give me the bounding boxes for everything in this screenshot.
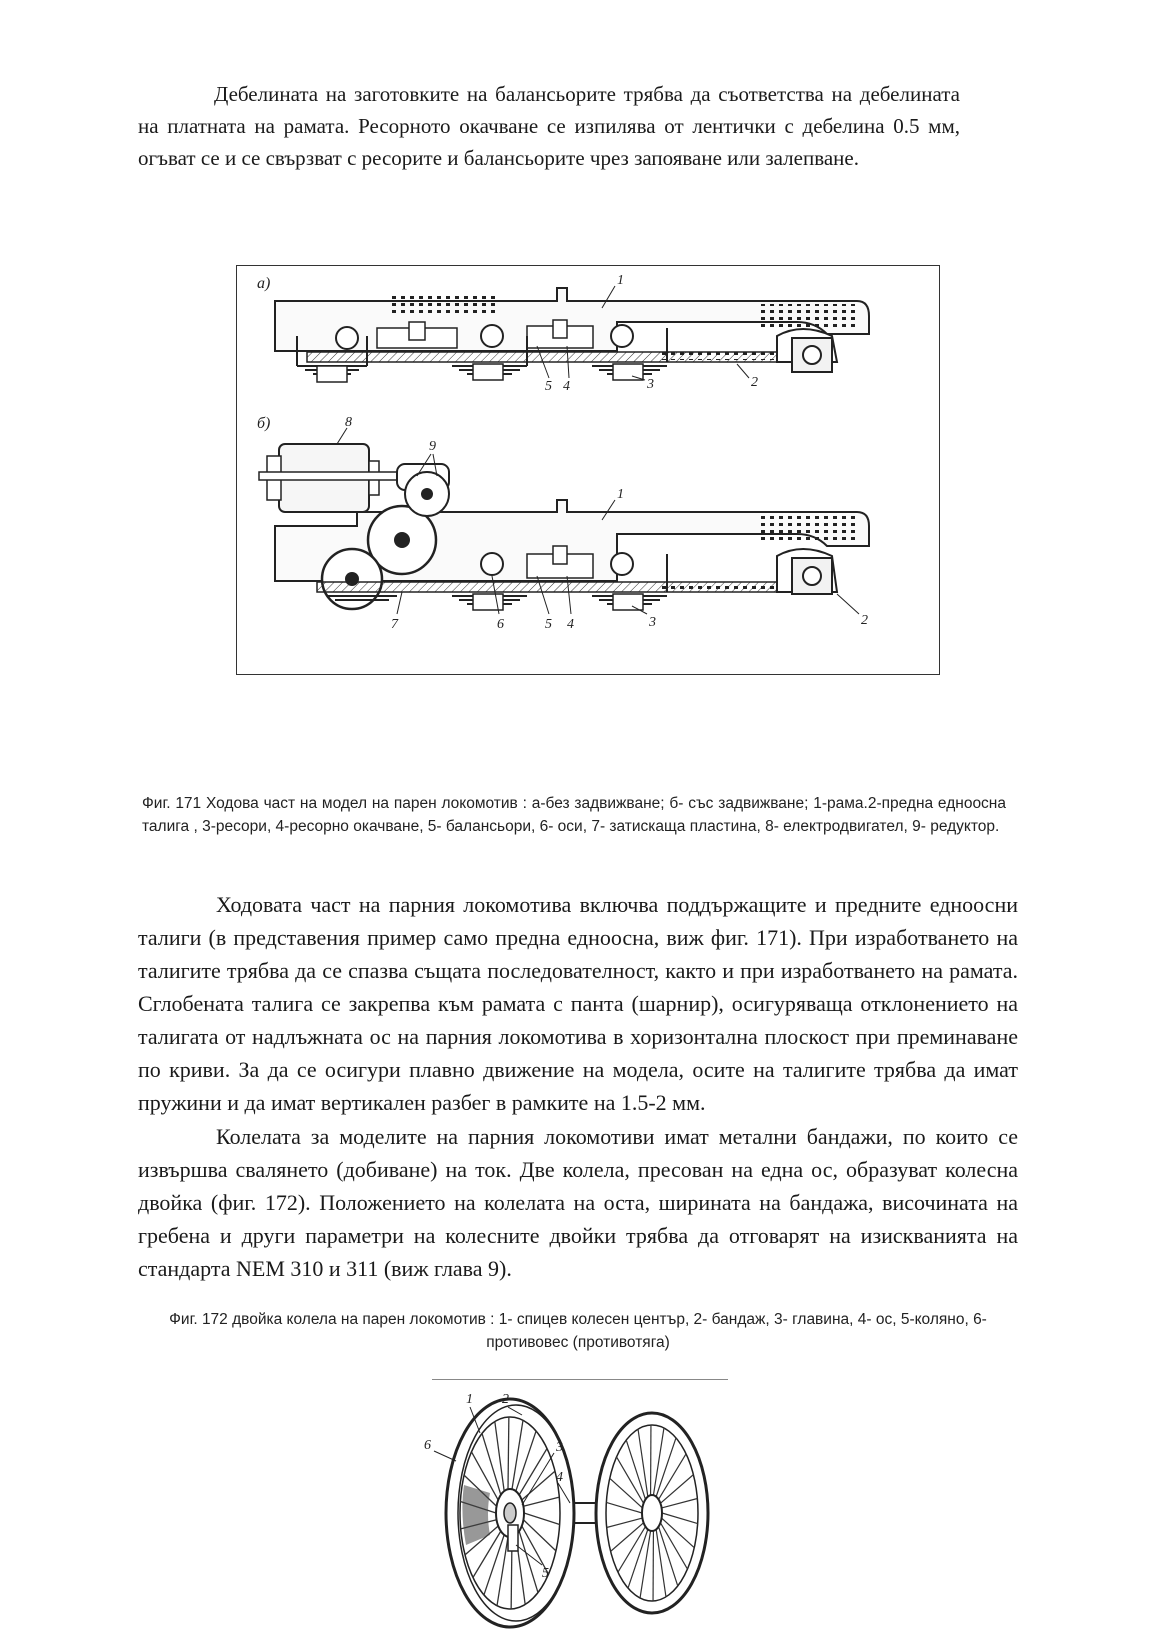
figure-171-locomotive-chassis	[236, 265, 940, 675]
wheelset-label-4: 4	[556, 1470, 563, 1485]
view-a-label-1: 1	[617, 273, 624, 288]
view-a-label-4: 4	[563, 379, 570, 394]
figure-171-caption: Фиг. 171 Ходова част на модел на парен локомотив : а-без задвижване; б- със задвижване; 1-рама.2-предна едноосна талига , 3-ресори, 4-ресорно окачване, 5- балансьори, 6- оси, 7- затискаща пластина, 8- електродвигател, 9- редуктор.	[142, 792, 1006, 838]
wheels-paragraph: Колелата за моделите на парния локомотиви имат метални бандажи, по които се извършва свалянето (добиване) на ток. Две колела, пресован на една ос, образуват колесна двойка (фиг. 172). Положението на колелата на оста, ширината на бандажа, височината на гребена и други параметри на колесните двойки трябва да отговарят на изискванията на стандарта NEM 310 и 311 (виж глава 9).	[138, 1120, 1018, 1285]
wheelset-label-2: 2	[502, 1392, 509, 1407]
view-a-no-drive	[257, 273, 869, 394]
running-gear-paragraph: Ходовата част на парния локомотива включва поддържащите и предните едноосни талиги (в представения пример само предна едноосна, виж фиг. 171). При изработването на талигите трябва да се спазва същата последователност, както и при изработването на рамата. Сглобената талига се закрепва към рамата с панта (шарнир), осигуряваща отклонението на талигата от надлъжната ос на парния локомотива в хоризонтална плоскост при преминаване по криви. За да се осигури плавно движение на модела, осите на талигите трябва да имат пружини и да имат вертикален разбег в рамките на 1.5-2 мм.	[138, 888, 1018, 1119]
view-b-label-1: 1	[617, 487, 624, 502]
wheelset-label-6: 6	[424, 1438, 431, 1453]
intro-paragraph: Дебелината на заготовките на балансьорите трябва да съответства на дебелината на платната на рамата. Ресорното окачване се изпилява от лентички с дебелина 0.5 мм, огъват се и се свързват с ресорите и балансьорите чрез запояване или залепване.	[138, 78, 960, 174]
view-a-label: а)	[257, 275, 270, 292]
view-a-label-3: 3	[646, 377, 654, 392]
figure-172-caption: Фиг. 172 двойка колела на парен локомотив : 1- спицев колесен център, 2- бандаж, 3- главина, 4- ос, 5-коляно, 6- противовес (противотяга)	[148, 1308, 1008, 1354]
view-b-label-3: 3	[648, 615, 656, 630]
view-b-label: б)	[257, 415, 270, 432]
figure-172-top-rule	[432, 1379, 728, 1380]
view-b-with-drive	[257, 415, 869, 632]
wheelset-label-5: 5	[542, 1566, 549, 1581]
left-wheel	[446, 1399, 574, 1627]
view-b-label-4: 4	[567, 617, 574, 632]
view-b-label-8: 8	[345, 415, 352, 430]
view-b-label-7: 7	[391, 617, 399, 632]
view-b-label-5: 5	[545, 617, 552, 632]
view-a-label-5: 5	[545, 379, 552, 394]
figure-172-wheelset	[430, 1385, 730, 1645]
view-b-label-9: 9	[429, 439, 436, 454]
view-a-label-2: 2	[751, 375, 758, 390]
view-b-label-6: 6	[497, 617, 504, 632]
view-b-label-2: 2	[861, 613, 868, 628]
wheelset-label-3: 3	[555, 1440, 563, 1455]
right-wheel	[596, 1413, 708, 1613]
wheelset-label-1: 1	[466, 1392, 473, 1407]
